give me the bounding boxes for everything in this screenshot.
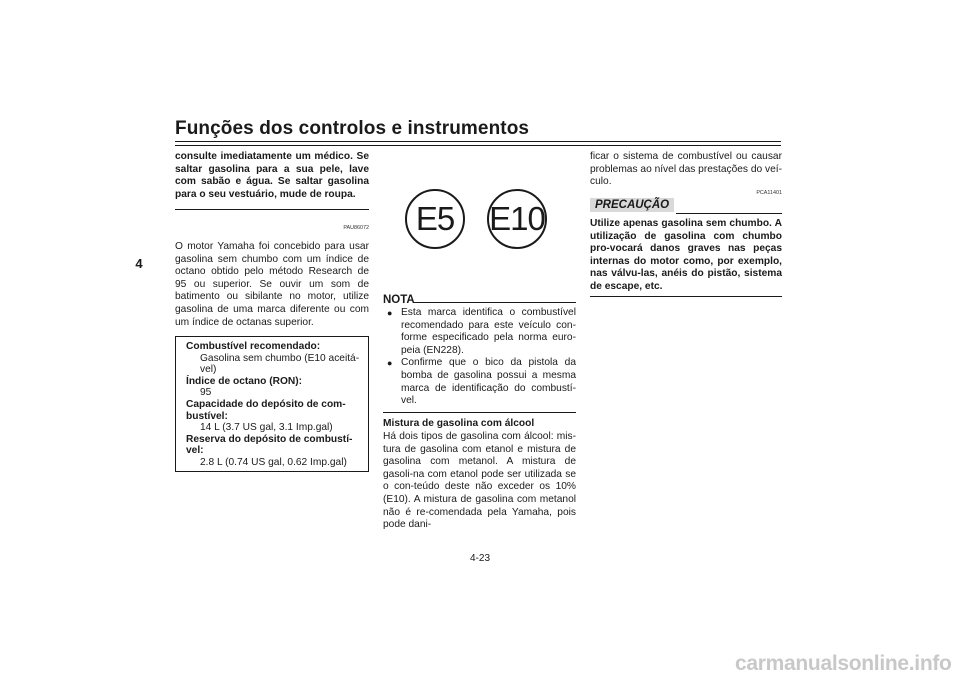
precaution-rule — [676, 213, 782, 214]
warning-continuation: consulte imediatamente um médico. Se saltar gasolina para a sua pele, lave com sabão e água. Se saltar gasolina para o seu vestuário, mude de roupa. — [175, 151, 369, 200]
bullet-icon: ● — [387, 358, 393, 369]
header-rule-thin — [175, 145, 781, 146]
spec-value-octane: 95 — [200, 387, 212, 399]
section-code: PAU86072 — [343, 225, 369, 231]
spec-label-fuel: Combustível recomendado: — [186, 341, 321, 352]
precaution-end-rule — [590, 296, 782, 297]
note-bullet-text: Confirme que o bico da pistola da bomba de gasolina possui a mesma marca de identificação do combustí-vel. — [401, 357, 576, 407]
e10-fuel-marking: E10 — [487, 189, 547, 249]
continuation-paragraph: ficar o sistema de combustível ou causar problemas ao nível das prestações do veí-culo. — [590, 151, 782, 188]
spec-value-fuel: Gasolina sem chumbo (E10 aceitá-vel) — [200, 352, 360, 376]
list-item — [383, 307, 576, 357]
note-bullet-text: Esta marca identifica o combustível recomendado para este veículo con-forme especificado pela norma euro-peia (EN228). — [401, 307, 576, 356]
page-title: Funções dos controlos e instrumentos — [175, 118, 530, 139]
spec-value-capacity: 14 L (3.7 US gal, 3.1 Imp.gal) — [200, 422, 333, 434]
chapter-tab: 4 — [135, 255, 143, 271]
page-number: 4-23 — [469, 553, 490, 564]
e5-fuel-marking: E5 — [405, 189, 465, 249]
note-bullet-list — [383, 307, 576, 408]
precaution-label: PRECAUÇÃO — [590, 198, 674, 212]
spec-value-reserve: 2.8 L (0.74 US gal, 0.62 Imp.gal) — [200, 456, 347, 468]
alcohol-heading: Mistura de gasolina com álcool — [383, 418, 535, 429]
header-rule — [175, 141, 781, 142]
precaution-text: Utilize apenas gasolina sem chumbo. A utilização de gasolina com chumbo pro-vocará danos graves nas peças internas do motor como, por exemplo, nas válvu-las, anéis do pistão, sistema de escape, etc. — [590, 218, 782, 292]
spec-label-capacity: Capacidade do depósito de com-bustível: — [186, 398, 346, 422]
section-rule — [175, 209, 369, 210]
spec-label-reserve: Reserva do depósito de combustí-vel: — [186, 433, 353, 457]
bullet-icon: ● — [387, 308, 393, 318]
list-item — [383, 357, 576, 407]
note-end-rule — [383, 412, 576, 413]
octane-paragraph: O motor Yamaha foi concebido para usar gasolina sem chumbo com um índice de octano obtido pelo método Research de 95 ou superior. Se ouvir um som de batimento ou sibilante no motor, utilize gasolina de uma marca diferente ou com um índice de octanas superior. — [175, 241, 369, 328]
precaution-code: PCA11401 — [756, 190, 782, 196]
note-label: NOTA — [383, 294, 415, 306]
note-rule — [414, 302, 576, 303]
alcohol-paragraph: Há dois tipos de gasolina com álcool: mis-tura de gasolina com etanol e mistura de gasolina com metanol. A mistura de gasoli-na com etanol pode ser utilizada se o con-teúdo deste não exceder os 10% (E10). A mistura de gasolina com metanol não é re-comendada pela Yamaha, pois pode dani- — [383, 431, 576, 531]
fuel-spec-box — [175, 336, 369, 472]
watermark: carmanualsonline.info — [735, 652, 952, 675]
spec-label-octane: Índice de octano (RON): — [186, 375, 303, 387]
